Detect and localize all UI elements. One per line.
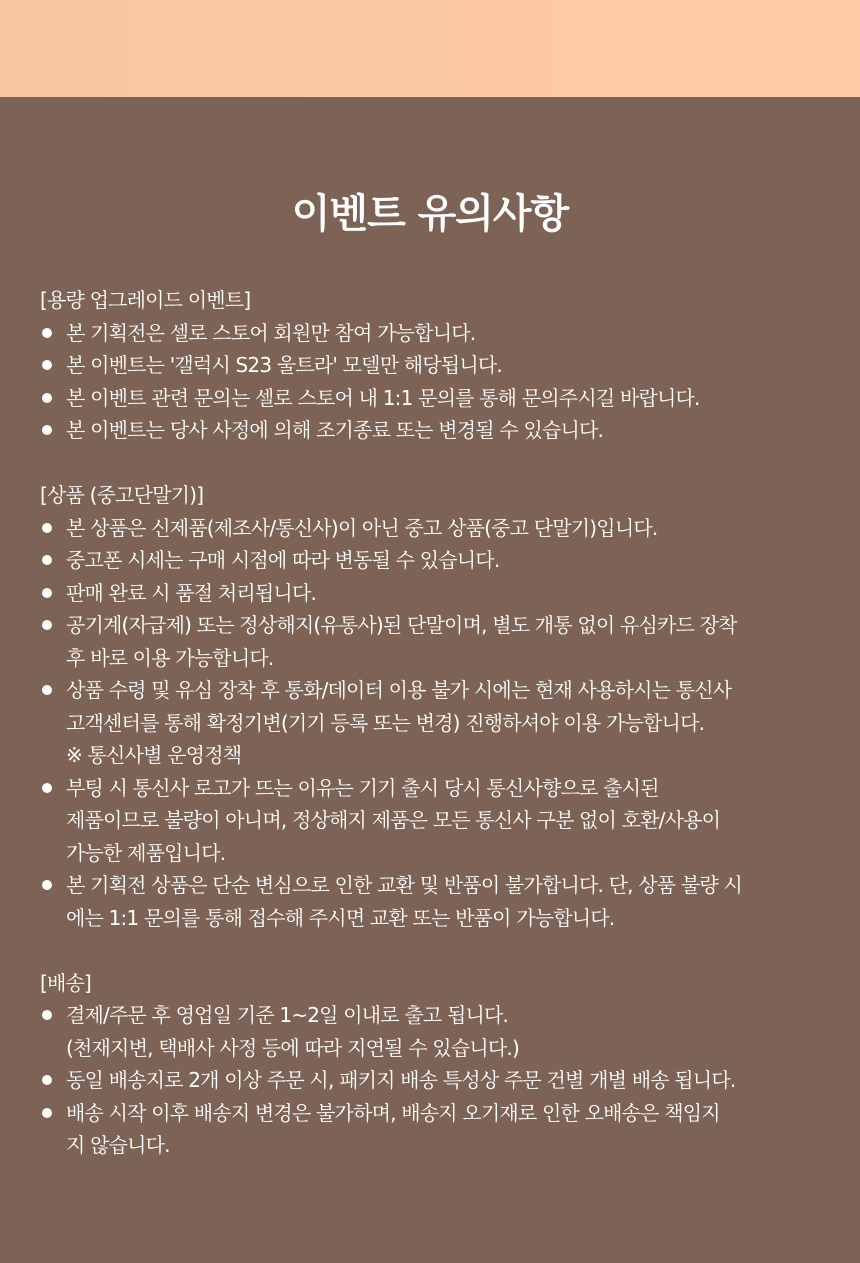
list-item [40,1064,830,1097]
item-text-continued: 가능한 제품입니다. [66,840,226,865]
item-text: 결제/주문 후 영업일 기준 1~2일 이내로 출고 됩니다. [66,1003,509,1027]
bullet-icon [42,685,52,695]
list-item [40,577,830,610]
item-text: 본 상품은 신제품(제조사/통신사)이 아닌 중고 상품(중고 단말기)입니다. [66,515,658,540]
item-text: 본 이벤트는 '갤럭시 S23 울트라' 모델만 해당됩니다. [66,353,502,377]
bullet-icon [42,1010,52,1020]
list-item [40,544,830,577]
list-item [40,674,830,772]
item-text-continued: 제품이므로 불량이 아니며, 정상해지 제품은 모든 통신사 구분 없이 호환/사용이 [66,808,721,832]
list-item [40,382,830,415]
notice-list [40,512,830,935]
item-text: 중고폰 시세는 구매 시점에 따라 변동될 수 있습니다. [66,548,500,572]
bullet-icon [42,1075,52,1085]
section-heading: [용량 업그레이드 이벤트] [40,288,251,312]
section-shipping [40,967,830,1162]
top-banner [0,0,860,97]
item-text: 본 기획전은 셀로 스토어 회원만 참여 가능합니다. [66,320,476,345]
item-text: 본 기획전 상품은 단순 변심으로 인한 교환 및 반품이 불가합니다. 단, 상품 불량 시 [66,873,743,897]
bullet-icon [42,880,52,890]
bullet-icon [42,555,52,565]
notice-content [40,284,830,1194]
item-text-continued: 지 않습니다. [66,1133,170,1157]
list-item [40,999,830,1064]
item-text: 상품 수령 및 유심 장착 후 통화/데이터 이용 불가 시에는 현재 사용하시는 통신사 [66,678,732,702]
list-item [40,772,830,870]
section-used-device-product [40,479,830,934]
page-title: 이벤트 유의사항 [291,191,569,237]
item-text: 배송 시작 이후 배송지 변경은 불가하며, 배송지 오기재로 인한 오배송은 책임지 [66,1100,720,1125]
item-text: 공기계(자급제) 또는 정상해지(유통사)된 단말이며, 별도 개통 없이 유심카드 장착 [66,613,737,637]
bullet-icon [42,783,52,793]
list-item [40,317,830,350]
bullet-icon [42,328,52,338]
item-text-continued: (천재지변, 택배사 사정 등에 따라 지연될 수 있습니다.) [66,1035,519,1060]
section-capacity-upgrade-event [40,284,830,447]
notice-list [40,317,830,447]
notice-list [40,999,830,1162]
bullet-icon [42,425,52,435]
bullet-icon [42,523,52,533]
section-heading: [배송] [40,970,92,995]
section-heading: [상품 (중고단말기)] [40,483,204,507]
item-text-continued: 후 바로 이용 가능합니다. [66,645,274,670]
item-text: 본 이벤트는 당사 사정에 의해 조기종료 또는 변경될 수 있습니다. [66,418,604,442]
carrier-policy-note: ※ 통신사별 운영정책 [66,743,242,767]
item-text: 부팅 시 통신사 로고가 뜨는 이유는 기기 출시 당시 통신사향으로 출시된 [66,775,659,800]
list-item [40,349,830,382]
list-item [40,609,830,674]
bullet-icon [42,393,52,403]
bullet-icon [42,620,52,630]
item-text-continued: 에는 1:1 문의를 통해 접수해 주시면 교환 또는 반품이 가능합니다. [66,905,615,930]
list-item [40,869,830,934]
bullet-icon [42,360,52,370]
list-item [40,1097,830,1162]
list-item [40,512,830,545]
item-text-continued: 고객센터를 통해 확정기변(기기 등록 또는 변경) 진행하셔야 이용 가능합니다. [66,710,705,735]
item-text: 동일 배송지로 2개 이상 주문 시, 패키지 배송 특성상 주문 건별 개별 배송 됩니다. [66,1068,736,1092]
item-text: 판매 완료 시 품절 처리됩니다. [66,580,317,605]
bullet-icon [42,1108,52,1118]
bullet-icon [42,588,52,598]
item-text: 본 이벤트 관련 문의는 셀로 스토어 내 1:1 문의를 통해 문의주시길 바랍니다. [66,385,700,410]
list-item [40,414,830,447]
